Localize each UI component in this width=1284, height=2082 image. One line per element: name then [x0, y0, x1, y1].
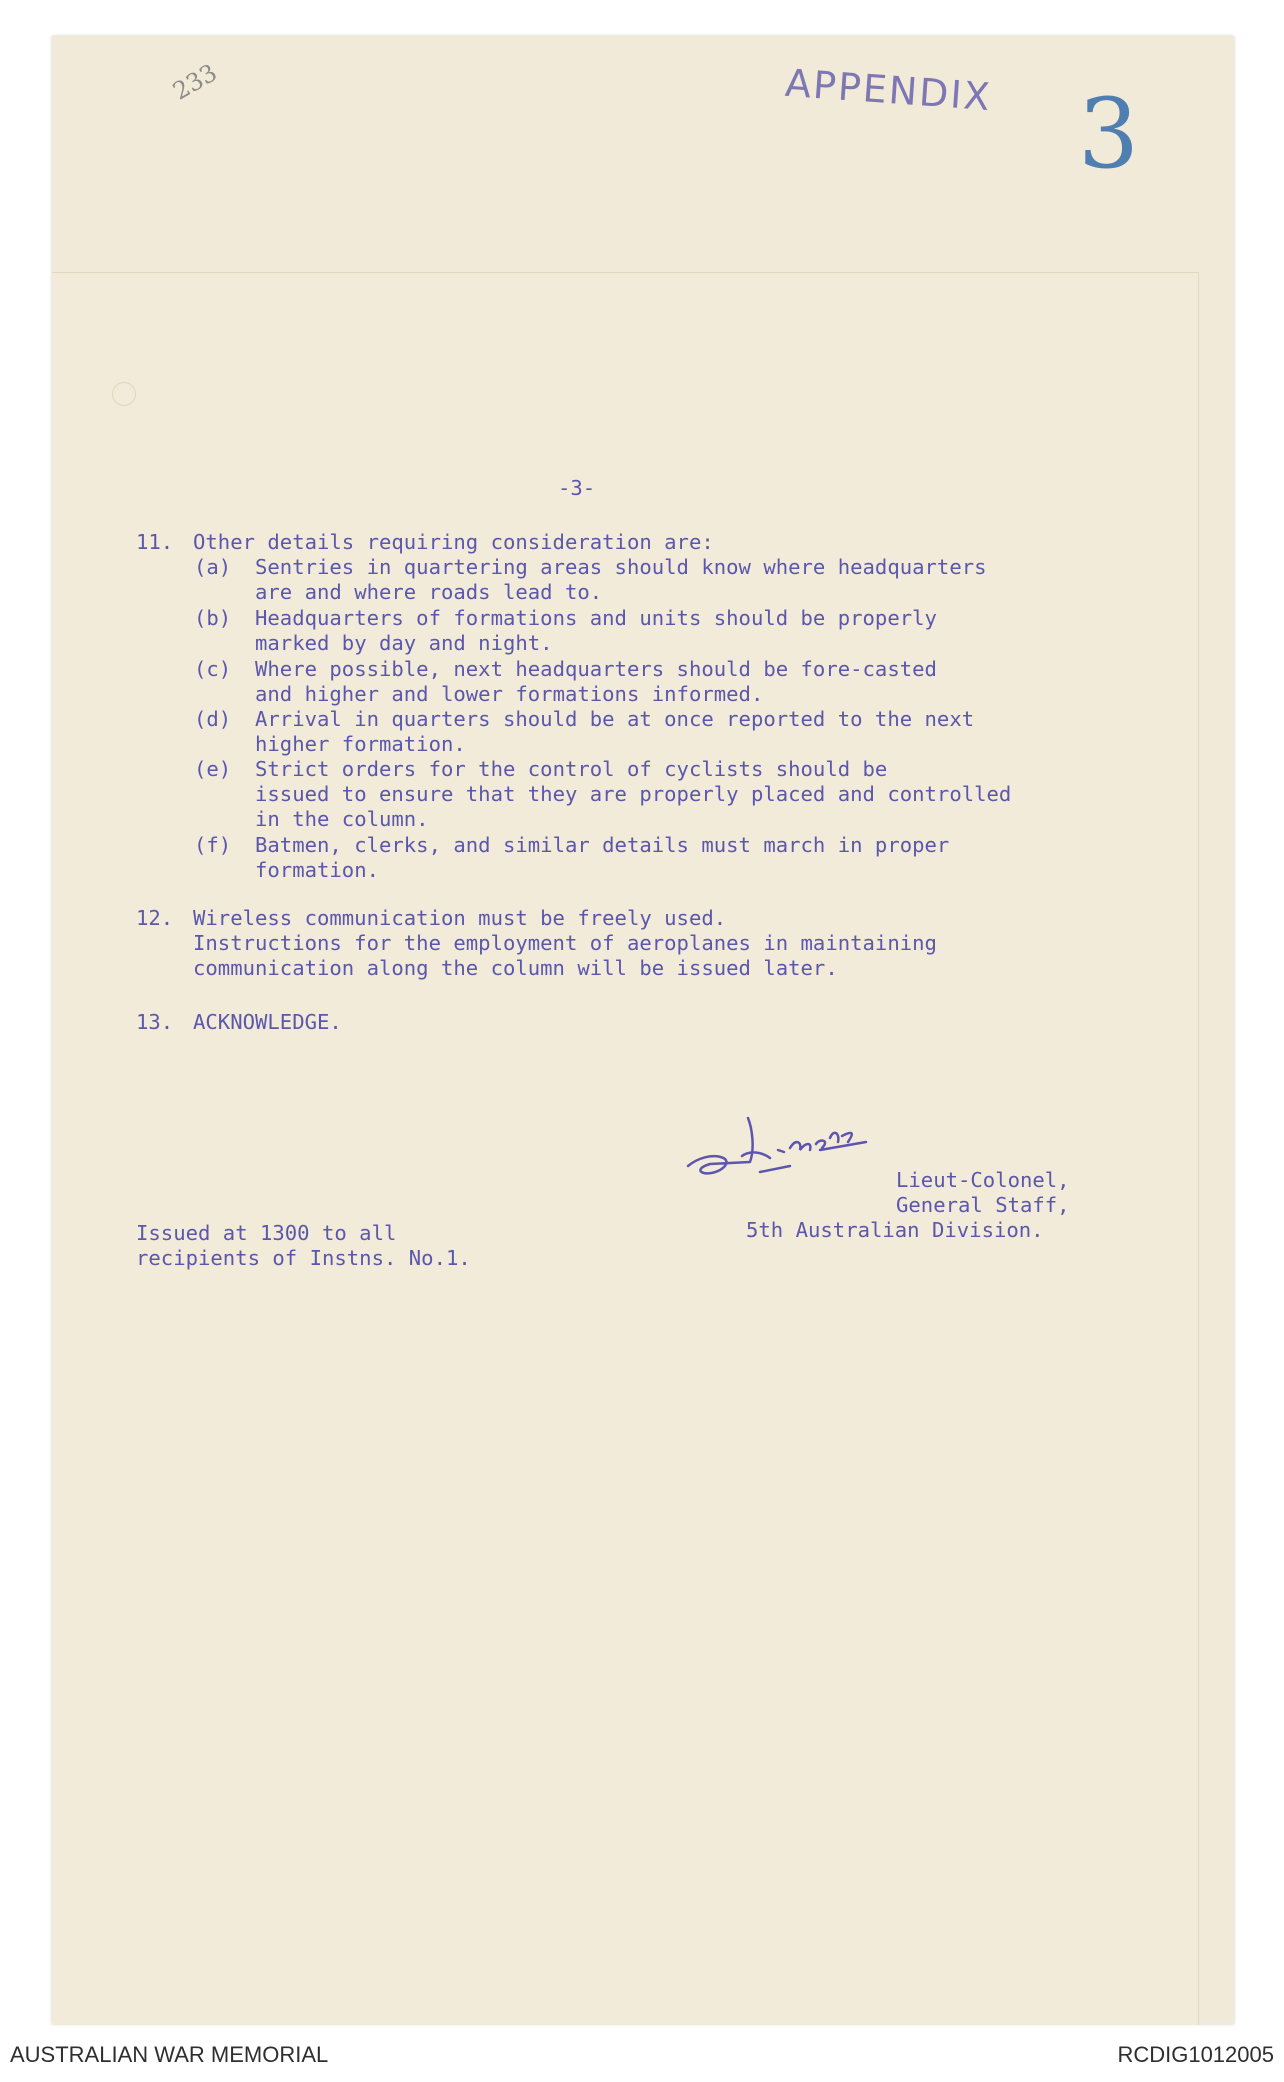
item-line: Where possible, next headquarters should be fore-casted [255, 657, 937, 681]
paragraph-line: Wireless communication must be freely used. [193, 906, 727, 930]
punch-hole [112, 382, 136, 406]
page-number: -3- [558, 476, 596, 500]
issued-line-2: recipients of Instns. No.1. [136, 1246, 471, 1270]
item-line: Arrival in quarters should be at once reported to the next [255, 707, 975, 731]
signatory-division: 5th Australian Division. [746, 1218, 1044, 1242]
item-letter: (f) [194, 833, 232, 857]
item-line: marked by day and night. [255, 631, 553, 655]
signatory-rank: Lieut-Colonel, [896, 1168, 1070, 1192]
item-letter: (d) [194, 707, 232, 731]
paragraph-number: 11. [136, 530, 174, 554]
paragraph-line: Instructions for the employment of aeroplanes in maintaining [193, 931, 937, 955]
paragraph-number: 13. [136, 1010, 174, 1034]
folio-number: 233 [168, 58, 222, 106]
item-line: in the column. [255, 807, 429, 831]
footer-archive-name: AUSTRALIAN WAR MEMORIAL [10, 2042, 329, 2067]
item-line: Sentries in quartering areas should know where headquarters [255, 555, 987, 579]
appendix-stamp: APPENDIX [783, 60, 994, 120]
item-letter: (a) [194, 555, 232, 579]
paragraph-line: communication along the column will be issued later. [193, 956, 838, 980]
item-line: Headquarters of formations and units should be properly [255, 606, 937, 630]
item-letter: (b) [194, 606, 232, 630]
item-line: are and where roads lead to. [255, 580, 603, 604]
item-line: issued to ensure that they are properly placed and controlled [255, 782, 1012, 806]
item-line: and higher and lower formations informed. [255, 682, 764, 706]
item-line: Strict orders for the control of cyclists should be [255, 757, 888, 781]
appendix-number: 3 [1078, 78, 1140, 190]
item-line: higher formation. [255, 732, 466, 756]
signatory-staff: General Staff, [896, 1193, 1070, 1217]
footer-record-id: RCDIG1012005 [1117, 2042, 1274, 2067]
item-line: formation. [255, 858, 379, 882]
item-letter: (e) [194, 757, 232, 781]
acknowledge-text: ACKNOWLEDGE. [193, 1010, 342, 1034]
paragraph-intro: Other details requiring consideration are: [193, 530, 714, 554]
item-line: Batmen, clerks, and similar details must march in proper [255, 833, 950, 857]
paragraph-number: 12. [136, 906, 174, 930]
issued-line-1: Issued at 1300 to all [136, 1221, 397, 1245]
item-letter: (c) [194, 657, 232, 681]
